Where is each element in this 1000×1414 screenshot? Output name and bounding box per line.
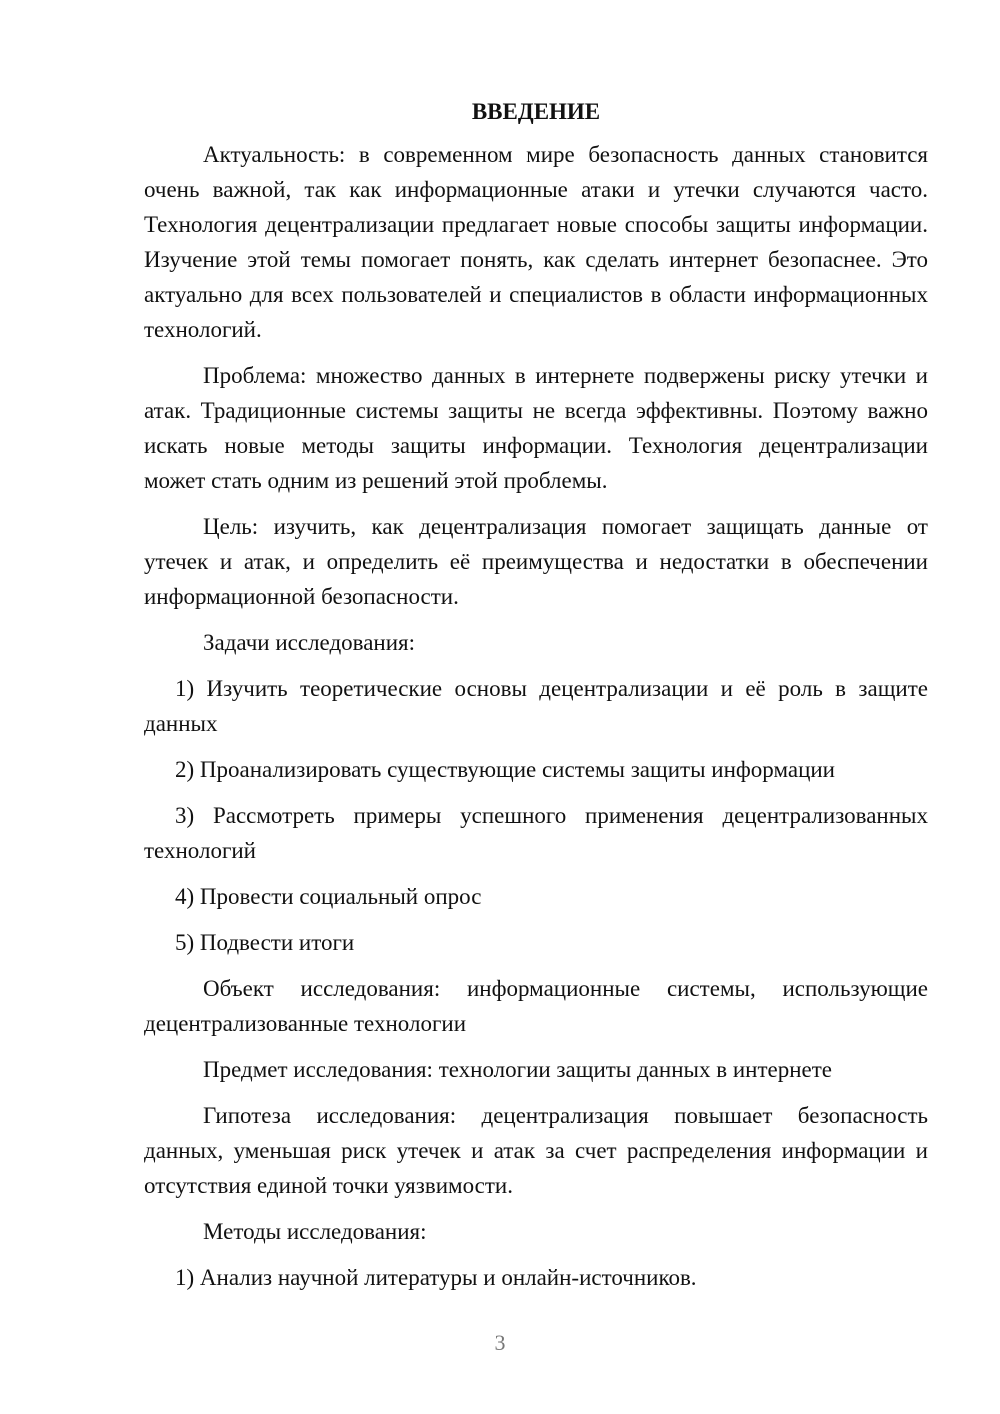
object-paragraph: Объект исследования: информационные системы, использующие децентрализованные технологии: [144, 976, 928, 1036]
relevance-paragraph: Актуальность: в современном мире безопасность данных становится очень важной, так как информационные атаки и утечки случаются часто. Технология децентрализации предлагает новые способы защиты информации. Изучение этой темы помогает понять, как сделать интернет безопаснее. Это актуально для всех пользователей и специалистов в области информационных технологий.: [144, 142, 928, 342]
method-item: 1) Анализ научной литературы и онлайн-источников.: [175, 1265, 697, 1290]
task-item: 5) Подвести итоги: [175, 930, 355, 955]
task-item: 3) Рассмотреть примеры успешного применения децентрализованных технологий: [144, 803, 928, 863]
methods-heading: Методы исследования:: [203, 1219, 427, 1244]
task-item: 1) Изучить теоретические основы децентрализации и её роль в защите данных: [144, 676, 928, 736]
task-item: 2) Проанализировать существующие системы защиты информации: [175, 757, 835, 782]
task-item: 4) Провести социальный опрос: [175, 884, 482, 909]
goal-paragraph: Цель: изучить, как децентрализация помогает защищать данные от утечек и атак, и определить её преимущества и недостатки в обеспечении информационной безопасности.: [144, 514, 928, 609]
subject-paragraph: Предмет исследования: технологии защиты данных в интернете: [203, 1057, 832, 1082]
problem-paragraph: Проблема: множество данных в интернете подвержены риску утечки и атак. Традиционные системы защиты не всегда эффективны. Поэтому важно искать новые методы защиты информации. Технология децентрализации может стать одним из решений этой проблемы.: [144, 363, 928, 493]
tasks-heading: Задачи исследования:: [203, 630, 416, 655]
hypothesis-paragraph: Гипотеза исследования: децентрализация повышает безопасность данных, уменьшая риск утечек и атак за счет распределения информации и отсутствия единой точки уязвимости.: [144, 1103, 928, 1198]
page-number: 3: [494, 1330, 506, 1355]
document-page: [144, 94, 928, 1306]
page-title: ВВЕДЕНИЕ: [471, 99, 601, 124]
